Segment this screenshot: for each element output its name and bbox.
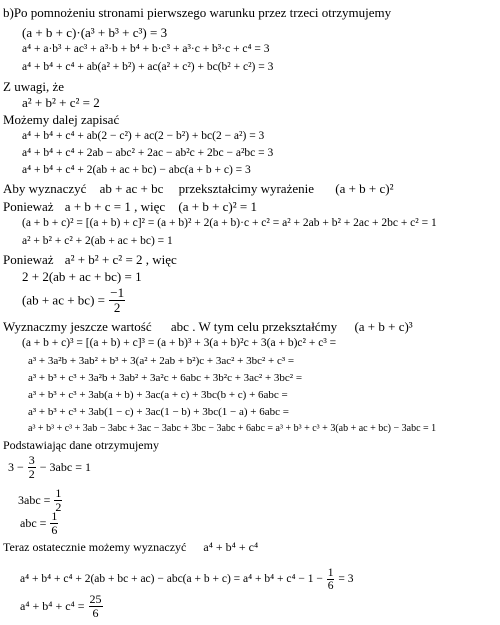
text-part: przekształcimy wyrażenie bbox=[178, 181, 314, 196]
fraction-three-halves bbox=[28, 454, 36, 480]
text-part: Ponieważ bbox=[3, 199, 54, 214]
text-part: , więc bbox=[145, 252, 177, 267]
expression-ab-ac-bc: ab + ac + bc bbox=[99, 181, 164, 196]
equation-4: a² + b² + c² = 2 bbox=[22, 95, 100, 110]
fraction-denominator: 2 bbox=[55, 499, 62, 514]
text-part: . W tym celu przekształćmy bbox=[192, 319, 338, 334]
equation-13: a³ + 3a²b + 3ab² + b³ + 3(a² + 2ab + b²)c + 3ac² + 3bc² + c³ = bbox=[28, 355, 295, 367]
equation-20 bbox=[20, 510, 59, 536]
text-poniewaz-1 bbox=[3, 200, 257, 213]
fraction-denominator: 6 bbox=[327, 580, 334, 593]
text-podstawiajac: Podstawiając dane otrzymujemy bbox=[3, 438, 159, 452]
equation-9: a² + b² + c² + 2(ab + ac + bc) = 1 bbox=[22, 235, 173, 247]
equation-15: a³ + b³ + c³ + 3ab(a + b) + 3ac(a + c) + 3bc(b + c) + 6abc = bbox=[28, 389, 288, 401]
equation-8: (a + b + c)² = [(a + b) + c]² = (a + b)² + 2(a + b)·c + c² = a² + 2ab + b² + 2ac + 2bc + c² = 1 bbox=[22, 217, 437, 229]
equation-part: 3abc = bbox=[18, 493, 51, 508]
fraction-result bbox=[89, 593, 103, 619]
expression-sum-square: (a + b + c)² = 1 bbox=[178, 199, 257, 214]
equation-16: a³ + b³ + c³ + 3ab(1 − c) + 3ac(1 − b) + 3bc(1 − a) + 6abc = bbox=[28, 406, 289, 418]
fraction-numerator: 25 bbox=[89, 592, 102, 606]
equation-3: a⁴ + b⁴ + c⁴ + ab(a² + b²) + ac(a² + c²) + bc(b² + c²) = 3 bbox=[22, 61, 274, 73]
equation-17: a³ + b³ + c³ + 3ab − 3abc + 3ac − 3abc + 3bc − 3abc + 6abc = a³ + b³ + c³ + 3(ab + ac + bc) − 3abc = 1 bbox=[28, 423, 437, 434]
fraction-denominator: 2 bbox=[28, 466, 35, 481]
equation-part: − 3abc = 1 bbox=[39, 460, 91, 475]
fraction-numerator: 3 bbox=[28, 453, 35, 467]
equation-1: (a + b + c)·(a³ + b³ + c³) = 3 bbox=[22, 25, 168, 40]
equation-11 bbox=[22, 286, 126, 314]
text-aby-wyznaczyc bbox=[3, 182, 394, 195]
equation-21 bbox=[20, 567, 353, 592]
text-part: Teraz ostatecznie możemy wyznaczyć bbox=[3, 540, 187, 554]
solution-heading: b)Po pomnożeniu stronami pierwszego warunku przez trzeci otrzymujemy bbox=[3, 5, 392, 20]
equation-10: 2 + 2(ab + ac + bc) = 1 bbox=[22, 269, 142, 284]
text-part: Ponieważ bbox=[3, 252, 54, 267]
expression-cube: (a + b + c)³ bbox=[354, 319, 413, 334]
fraction-one-sixth-final bbox=[327, 567, 335, 592]
expression-square: (a + b + c)² bbox=[335, 181, 394, 196]
equation-part: = 3 bbox=[338, 572, 354, 585]
text-part: Wyznaczmy jeszcze wartość bbox=[3, 319, 152, 334]
equation-2: a⁴ + a·b³ + ac³ + a³·b + b⁴ + b·c³ + a³·c + b³·c + c⁴ = 3 bbox=[22, 43, 270, 55]
fraction-numerator: 1 bbox=[51, 509, 58, 523]
equation-6: a⁴ + b⁴ + c⁴ + 2ab − abc² + 2ac − ab²c + 2bc − a²bc = 3 bbox=[22, 147, 274, 159]
equation-14: a³ + b³ + c³ + 3a²b + 3ab² + 3a²c + 6abc + 3b²c + 3ac² + 3bc² = bbox=[28, 372, 303, 384]
fraction-denominator: 6 bbox=[92, 605, 99, 620]
equation-part: 3 − bbox=[8, 460, 24, 475]
fraction-denominator: 6 bbox=[51, 522, 58, 537]
text-poniewaz-2 bbox=[3, 253, 177, 266]
equation-5: a⁴ + b⁴ + c⁴ + ab(2 − c²) + ac(2 − b²) + bc(2 − a²) = 3 bbox=[22, 130, 265, 142]
fraction-denominator: 2 bbox=[113, 299, 121, 315]
text-part: Aby wyznaczyć bbox=[3, 181, 87, 196]
equation-lhs: (ab + ac + bc) = bbox=[22, 292, 105, 308]
fraction-one-sixth bbox=[50, 510, 58, 536]
expression-abc: abc bbox=[170, 319, 189, 334]
equation-part: abc = bbox=[20, 516, 47, 531]
text-mozemy-zapisac: Możemy dalej zapisać bbox=[3, 112, 120, 127]
equation-part: a⁴ + b⁴ + c⁴ = bbox=[20, 599, 85, 614]
text-z-uwagi: Z uwagi, że bbox=[3, 79, 65, 94]
text-teraz-ostatecznie bbox=[3, 541, 258, 553]
fraction-numerator: −1 bbox=[110, 285, 125, 300]
fraction-minus-half bbox=[109, 286, 125, 314]
expression-squares: a² + b² + c² = 2 bbox=[64, 252, 143, 267]
expression-fourth-powers: a⁴ + b⁴ + c⁴ bbox=[203, 540, 259, 554]
expression-sum: a + b + c = 1 bbox=[64, 199, 131, 214]
fraction-numerator: 1 bbox=[55, 486, 62, 500]
equation-result bbox=[20, 593, 104, 619]
equation-18 bbox=[8, 454, 91, 480]
equation-7: a⁴ + b⁴ + c⁴ + 2(ab + ac + bc) − abc(a + b + c) = 3 bbox=[22, 164, 251, 176]
text-part: , więc bbox=[134, 199, 166, 214]
equation-12: (a + b + c)³ = [(a + b) + c]³ = (a + b)³ + 3(a + b)²c + 3(a + b)c² + c³ = bbox=[22, 337, 337, 349]
text-wyznaczmy bbox=[3, 320, 413, 333]
equation-part: a⁴ + b⁴ + c⁴ + 2(ab + bc + ac) − abc(a + b + c) = a⁴ + b⁴ + c⁴ − 1 − bbox=[20, 572, 323, 585]
fraction-numerator: 1 bbox=[327, 567, 334, 579]
